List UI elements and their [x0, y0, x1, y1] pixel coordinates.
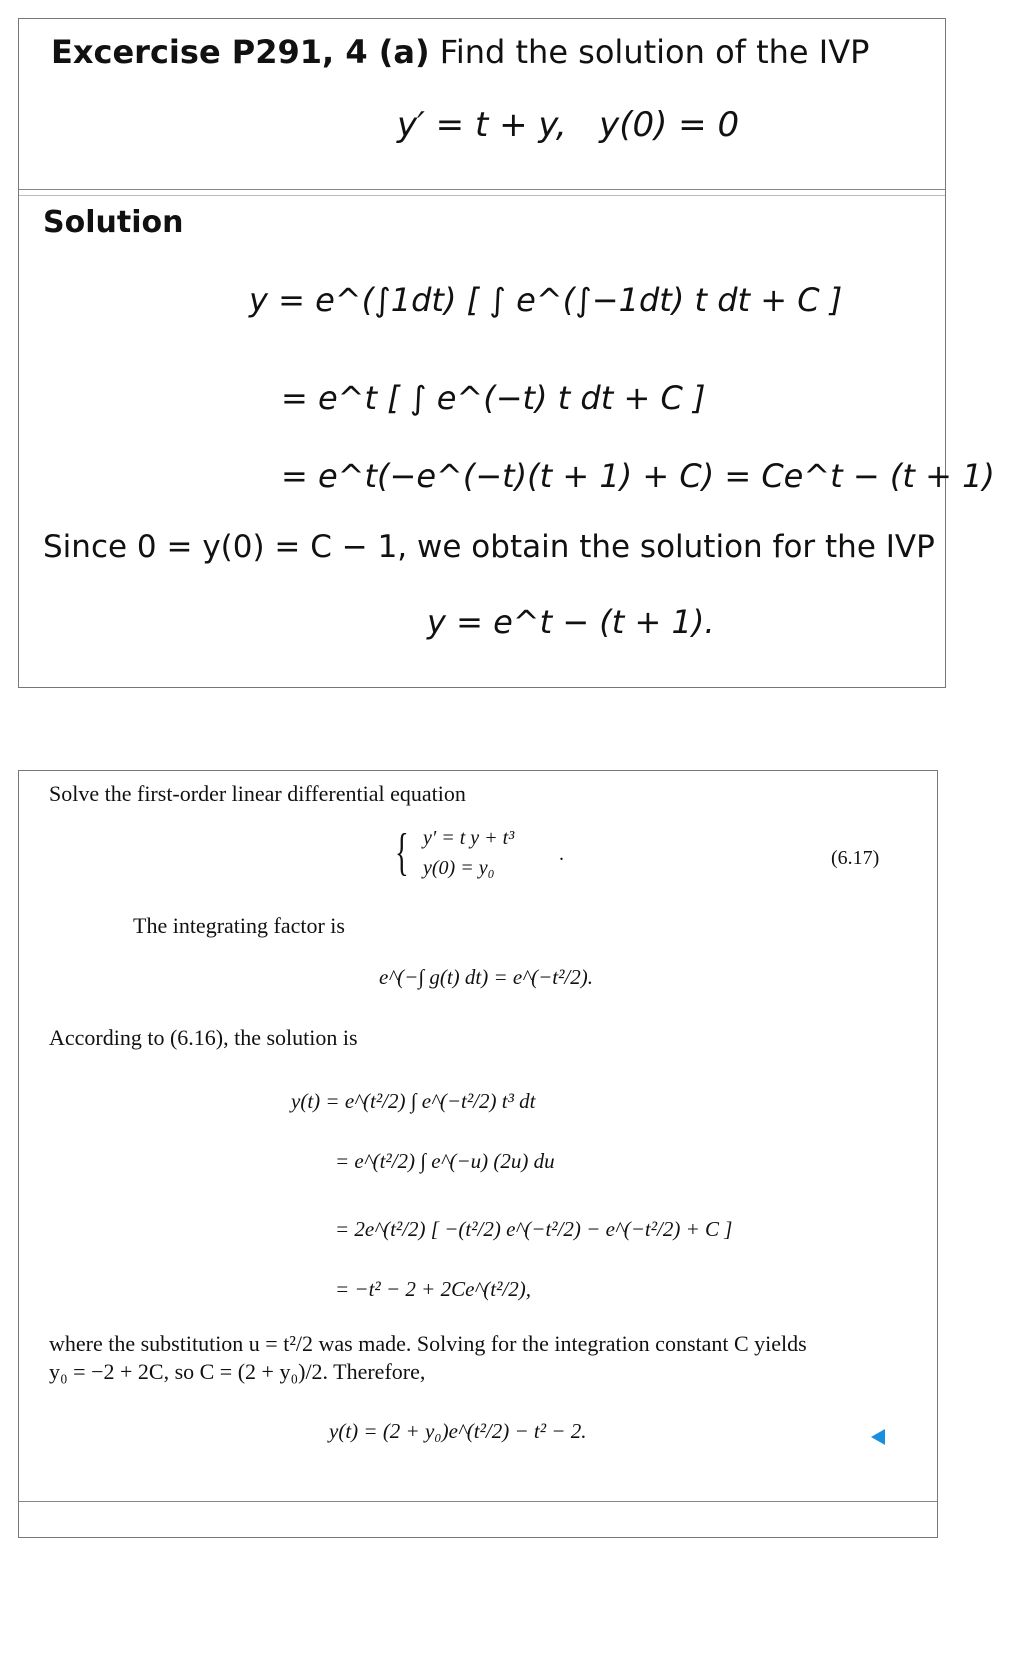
system-period: . — [559, 843, 564, 865]
equation-line-2: = e^t [ ∫ e^(−t) t dt + C ] — [281, 379, 706, 417]
equation-number: (6.17) — [831, 847, 880, 869]
final-solution-ode: y(t) = (2 + y₀)e^(t²/2) − t² − 2. — [329, 1419, 587, 1443]
where-text-line-1: where the substitution u = t²/2 was made. Solving for the integration constant C yields — [49, 1331, 807, 1356]
where-text-line-2: y₀ = −2 + 2C, so C = (2 + y₀)/2. Therefore, — [49, 1359, 426, 1384]
equation-line-1: y = e^(∫1dt) [ ∫ e^(∫−1dt) t dt + C ] — [249, 281, 843, 319]
solution-line-3: = 2e^(t²/2) [ −(t²/2) e^(−t²/2) − e^(−t²/2) + C ] — [335, 1217, 733, 1241]
integrating-factor-text: The integrating factor is — [133, 913, 345, 938]
system-brace: { — [395, 824, 409, 881]
exercise-title-bold: Excercise P291, 4 (a) — [51, 33, 430, 71]
title-divider — [19, 189, 945, 190]
final-solution: y = e^t − (t + 1). — [427, 603, 715, 641]
solution-line-4: = −t² − 2 + 2Ce^(t²/2), — [335, 1277, 531, 1301]
system-line-1: y′ = t y + t³ — [423, 827, 515, 849]
since-statement: Since 0 = y(0) = C − 1, we obtain the solution for the IVP — [43, 529, 935, 565]
integrating-factor: e^(−∫ g(t) dt) = e^(−t²/2). — [379, 965, 593, 989]
slide-exercise — [18, 18, 995, 688]
solution-label: Solution — [43, 205, 184, 240]
title-divider-inner — [19, 195, 945, 196]
solution-line-2: = e^(t²/2) ∫ e^(−u) (2u) du — [335, 1149, 555, 1173]
exercise-title-rest: Find the solution of the IVP — [439, 33, 870, 71]
bottom-divider — [19, 1501, 937, 1502]
exercise-title — [51, 33, 869, 71]
navigation-marker-icon[interactable] — [871, 1429, 885, 1445]
slide-linear-ode — [18, 770, 938, 1538]
solution-line-1: y(t) = e^(t²/2) ∫ e^(−t²/2) t³ dt — [291, 1089, 536, 1113]
equation-line-3: = e^t(−e^(−t)(t + 1) + C) = Ce^t − (t + 1) — [281, 457, 995, 495]
ivp-equation: y′ = t + y, y(0) = 0 — [397, 105, 740, 145]
intro-text: Solve the first-order linear differential equation — [49, 781, 466, 806]
according-text: According to (6.16), the solution is — [49, 1025, 358, 1050]
system-line-2: y(0) = y₀ — [423, 857, 495, 879]
